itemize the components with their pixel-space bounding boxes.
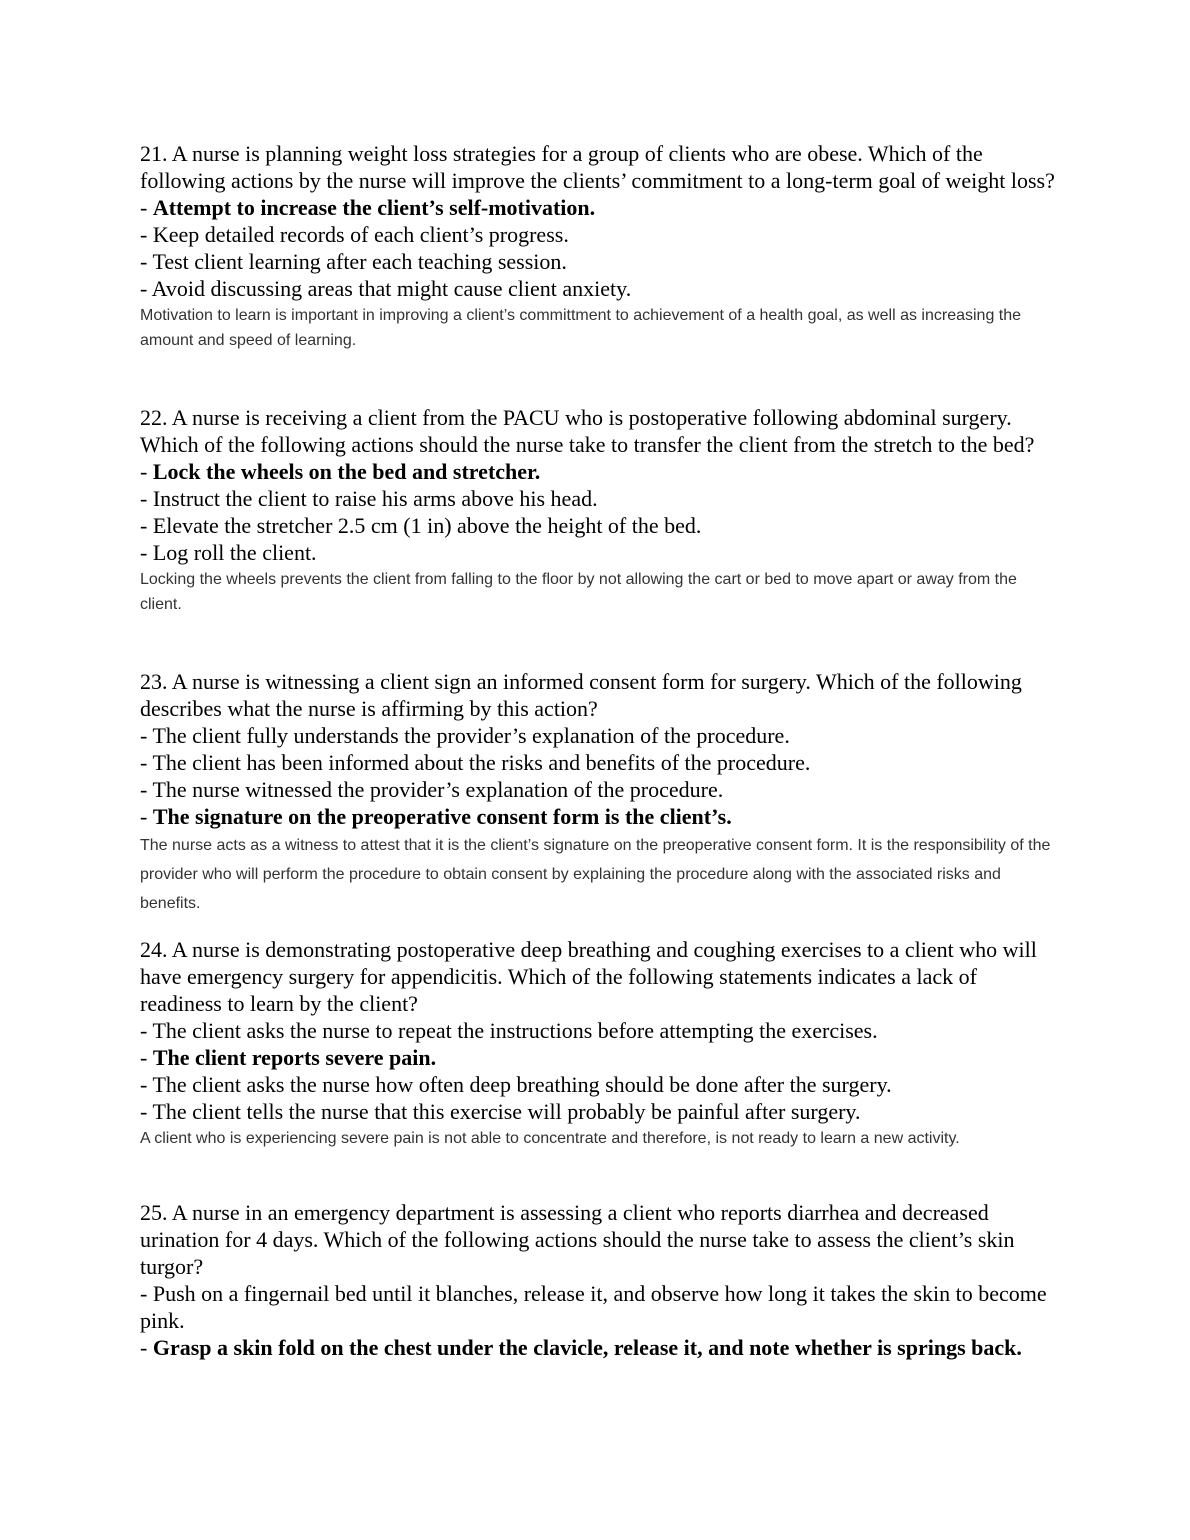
option-text: The client has been informed about the risks and benefits of the procedure. (152, 750, 811, 775)
question-stem: 24. A nurse is demonstrating postoperative deep breathing and coughing exercises to a client who will have emergency surgery for appendicitis. Which of the following statements indicates a lack of readiness to learn by the client? (140, 937, 1037, 1016)
option-text: The signature on the preoperative consent form is the client’s. (152, 804, 732, 829)
option-prefix: - (140, 249, 153, 274)
option-prefix: - (140, 276, 152, 301)
option-prefix: - (140, 195, 153, 220)
explanation: A client who is experiencing severe pain is not able to concentrate and therefore, is not ready to learn a new activity. (140, 1130, 960, 1147)
option-text: The client asks the nurse to repeat the instructions before attempting the exercises. (152, 1018, 878, 1043)
option (140, 749, 1055, 776)
option-prefix: - (140, 777, 153, 802)
option-prefix: - (140, 459, 153, 484)
question-22 (140, 404, 1055, 617)
question-stem: 25. A nurse in an emergency department is assessing a client who reports diarrhea and decreased urination for 4 days. Which of the following actions should the nurse take to assess the client’s skin turgor? (140, 1200, 1015, 1279)
option-prefix: - (140, 750, 153, 775)
option-prefix: - (140, 222, 153, 247)
explanation: Motivation to learn is important in improving a client’s committment to achievement of a health goal, as well as increasing the amount and speed of learning. (140, 307, 1022, 349)
option-prefix: - (140, 1099, 153, 1124)
option-prefix: - (140, 804, 153, 829)
option (140, 1071, 1055, 1098)
question-23 (140, 668, 1055, 918)
explanation: Locking the wheels prevents the client from falling to the floor by not allowing the cart or bed to move apart or away from the client. (140, 571, 1017, 613)
option-text: Keep detailed records of each client’s progress. (152, 222, 569, 247)
option-text: Log roll the client. (152, 540, 317, 565)
option-text: Elevate the stretcher 2.5 cm (1 in) above the height of the bed. (152, 513, 702, 538)
option (140, 776, 1055, 803)
option-prefix: - (140, 1018, 153, 1043)
option-prefix: - (140, 513, 153, 538)
option-text: The client tells the nurse that this exercise will probably be painful after surgery. (152, 1099, 861, 1124)
option-correct (140, 458, 1055, 485)
question-stem: 23. A nurse is witnessing a client sign an informed consent form for surgery. Which of the following describes what the nurse is affirming by this action? (140, 669, 1022, 721)
option (140, 275, 1055, 302)
option (140, 1017, 1055, 1044)
option (140, 221, 1055, 248)
question-21 (140, 140, 1055, 353)
option-text: Instruct the client to raise his arms above his head. (152, 486, 598, 511)
option-text: The client reports severe pain. (152, 1045, 437, 1070)
option (140, 722, 1055, 749)
option-text: Test client learning after each teaching session. (152, 249, 567, 274)
option-text: Avoid discussing areas that might cause client anxiety. (151, 276, 632, 301)
question-24 (140, 936, 1055, 1151)
option (140, 485, 1055, 512)
question-25 (140, 1199, 1055, 1361)
option-correct (140, 1044, 1055, 1071)
option-correct (140, 194, 1055, 221)
option-text: Attempt to increase the client’s self-motivation. (152, 195, 596, 220)
question-stem: 21. A nurse is planning weight loss strategies for a group of clients who are obese. Which of the following actions by the nurse will improve the clients’ commitment to a long-term goal of weight loss? (140, 141, 1055, 193)
option-text: Grasp a skin fold on the chest under the clavicle, release it, and note whether is springs back. (152, 1335, 1022, 1360)
question-stem: 22. A nurse is receiving a client from the PACU who is postoperative following abdominal surgery. Which of the following actions should the nurse take to transfer the client from the stretch to the bed? (140, 405, 1035, 457)
option-correct (140, 1334, 1055, 1361)
option-text: Lock the wheels on the bed and stretcher. (152, 459, 541, 484)
option-text: The nurse witnessed the provider’s explanation of the procedure. (152, 777, 724, 802)
option-text: The client fully understands the provider’s explanation of the procedure. (152, 723, 790, 748)
option-prefix: - (140, 1335, 153, 1360)
option (140, 248, 1055, 275)
option-correct (140, 803, 1055, 830)
option-prefix: - (140, 1045, 153, 1070)
option (140, 1098, 1055, 1125)
option-prefix: - (140, 1281, 153, 1306)
option-prefix: - (140, 723, 153, 748)
explanation: The nurse acts as a witness to attest that it is the client’s signature on the preoperative consent form. It is the responsibility of the provider who will perform the procedure to obtain consent by explaining the procedure along with the associated risks and benefits. (140, 837, 1051, 912)
option-prefix: - (140, 486, 153, 511)
option (140, 539, 1055, 566)
option (140, 1280, 1055, 1334)
option-text: The client asks the nurse how often deep breathing should be done after the surgery. (152, 1072, 892, 1097)
option-prefix: - (140, 540, 153, 565)
option-prefix: - (140, 1072, 153, 1097)
option-text: Push on a fingernail bed until it blanches, release it, and observe how long it takes the skin to become pink. (140, 1281, 1047, 1333)
option (140, 512, 1055, 539)
